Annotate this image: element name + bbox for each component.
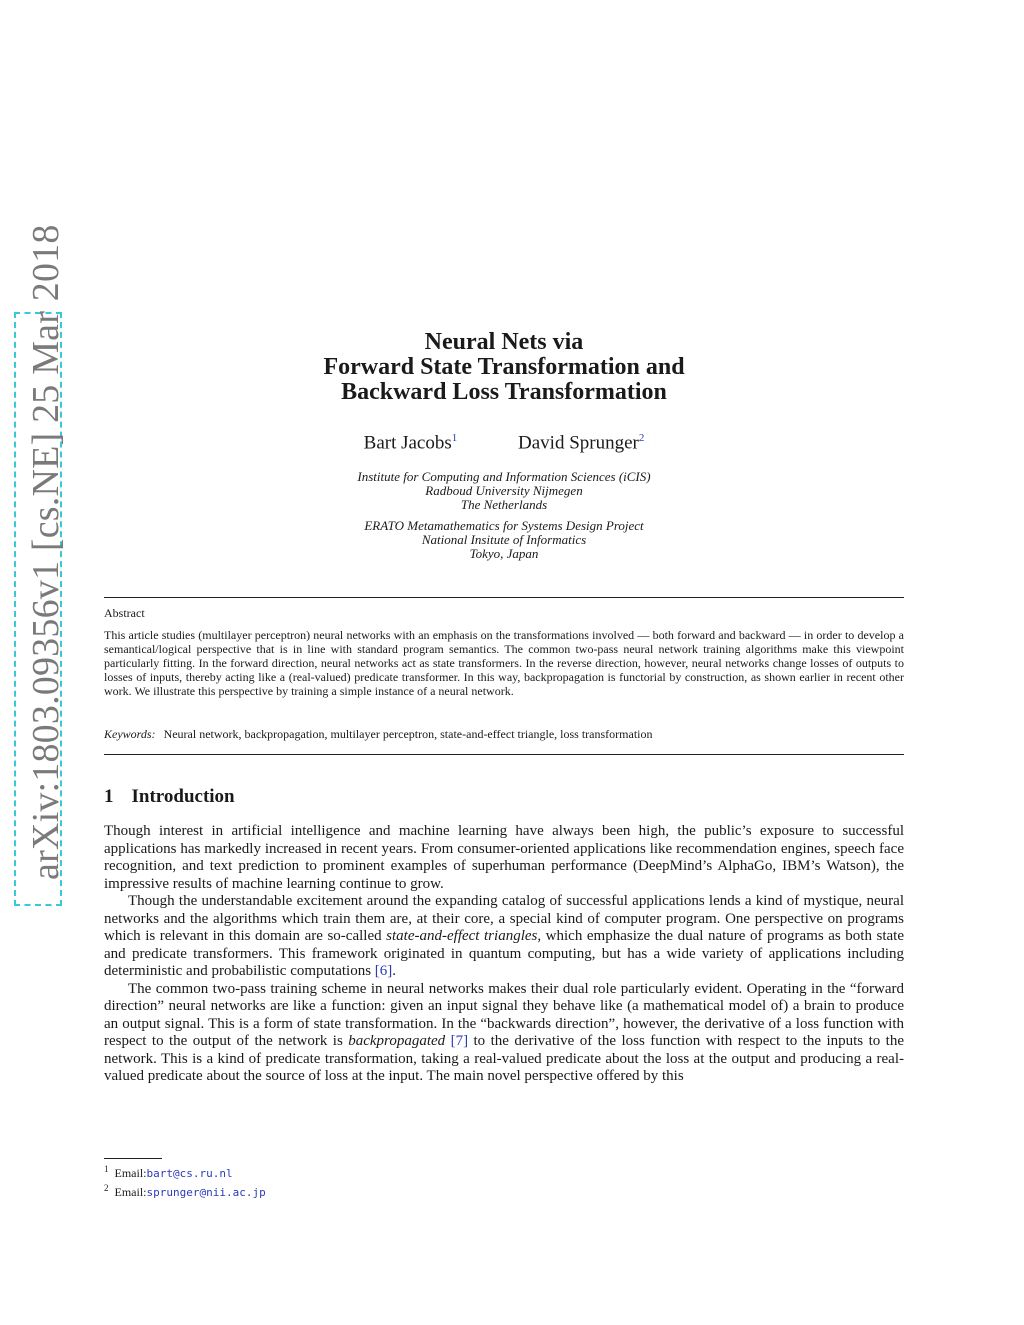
- abstract-bottom-rule: [104, 754, 904, 755]
- paragraph-3-part-a: The common two-pass training scheme in neural networks makes their dual role particularly evident. Operating in the “forward direction” neural networks are like a function: given an input signal they behave like (a mathematical model of) a brain to produce an output signal. This is a form of state transformation. In the “backwards direction”, however, the derivative of a loss function with respect to the output of the network is: [104, 980, 904, 1049]
- paragraph-2-part-a: Though the understandable excitement around the expanding catalog of successful applications lends a kind of mystique, neural networks and the algorithms which train them are, at their core, a special kind of computer program. One perspective on programs which is relevant in this domain are so-called: [104, 893, 904, 944]
- paragraph-3-emphasis: backpropagated: [348, 1033, 446, 1049]
- footnote-1-mark: 1: [104, 1164, 109, 1174]
- section-number: 1: [104, 786, 114, 807]
- paper-title: [104, 330, 904, 405]
- title-line-2: Forward State Transformation and: [323, 354, 685, 380]
- title-line-3: Backward Loss Transformation: [341, 379, 667, 405]
- footnote-rule: [104, 1158, 162, 1159]
- abstract-heading: Abstract: [104, 606, 145, 620]
- abstract-text: This article studies (multilayer perceptron) neural networks with an emphasis on the transformations involved — both forward and backward — in order to develop a semantical/logical perspective that is in line with standard program semantics. The common two-pass neural network training algorithms make this viewpoint particularly fitting. In the forward direction, neural networks act as state transformers. In the reverse direction, however, neural networks change losses of outputs to losses of inputs, thereby acting like a (real-valued) predicate transformer. In this way, backpropagation is functorial by construction, as shown earlier in recent other work. We illustrate this perspective by training a simple instance of a neural network.: [104, 628, 904, 698]
- affiliation-1-line-1: Institute for Computing and Information Sciences (iCIS): [357, 469, 651, 484]
- footnote-1-email-link[interactable]: bart@cs.ru.nl: [146, 1167, 233, 1180]
- author-2: [518, 432, 644, 454]
- keywords-label: Keywords:: [104, 727, 156, 741]
- affiliation-2-line-1: ERATO Metamathematics for Systems Design Project: [364, 518, 644, 533]
- abstract-top-rule: [104, 597, 904, 598]
- paragraph-3-part-b: to the derivative of the loss function with respect to the inputs to the network. This is a kind of predicate transformation, taking a real-valued predicate about the loss at the output and producing a real-valued predicate about the source of loss at the input. The main novel perspective offered by this: [104, 1033, 905, 1084]
- author-list: [104, 432, 904, 454]
- paragraph-2-emphasis: state-and-effect triangles: [386, 928, 538, 944]
- paragraph-2-part-c: .: [392, 963, 397, 979]
- keywords-text: Neural network, backpropagation, multilayer perceptron, state-and-effect triangle, loss transformation: [163, 727, 653, 741]
- footnote-2-email-link[interactable]: sprunger@nii.ac.jp: [146, 1186, 266, 1199]
- paragraph-2-part-b: , which emphasize the dual nature of programs as both state and predicate transformers. This framework originated in quantum computing, but has a wide variety of applications including deterministic and probabilistic computations: [104, 928, 905, 979]
- affiliation-1-line-3: The Netherlands: [460, 497, 548, 512]
- paragraph-1: Though interest in artificial intelligence and machine learning have always been high, the public’s exposure to successful applications has markedly increased in recent years. From consumer-oriented applications like recommendation engines, speech face recognition, and text prediction to prominent examples of superhuman performance (DeepMind’s AlphaGo, IBM’s Watson), the impressive results of machine learning continue to grow.: [104, 823, 904, 892]
- footnote-1: [104, 1164, 233, 1181]
- affiliation-2-line-3: Tokyo, Japan: [469, 546, 539, 561]
- author-2-name: David Sprunger: [518, 432, 639, 454]
- footnote-2-label: Email:: [114, 1185, 147, 1199]
- arxiv-identifier: arXiv:1803.09356v1 [cs.NE] 25 Mar 2018: [25, 224, 67, 880]
- footnote-2-mark: 2: [104, 1183, 109, 1193]
- section-body: [104, 823, 904, 1086]
- author-1: [364, 432, 458, 454]
- citation-6-link[interactable]: [6]: [374, 963, 393, 979]
- paragraph-2: [104, 893, 904, 981]
- section-title: Introduction: [131, 786, 235, 807]
- affiliation-2-line-2: National Insitute of Informatics: [421, 532, 587, 547]
- author-1-footnote-mark[interactable]: 1: [451, 432, 458, 444]
- keywords: [104, 727, 904, 742]
- paragraph-3: [104, 981, 904, 1086]
- author-1-name: Bart Jacobs: [363, 432, 452, 454]
- section-heading: [104, 786, 235, 808]
- affiliation-1-line-2: Radboud University Nijmegen: [425, 483, 583, 498]
- citation-7-link[interactable]: [7]: [450, 1033, 469, 1049]
- affiliation-1: [104, 470, 904, 512]
- footnote-2: [104, 1183, 266, 1200]
- footnote-1-label: Email:: [114, 1166, 147, 1180]
- title-line-1: Neural Nets via: [424, 329, 584, 355]
- affiliation-2: [104, 519, 904, 561]
- author-2-footnote-mark[interactable]: 2: [638, 432, 645, 444]
